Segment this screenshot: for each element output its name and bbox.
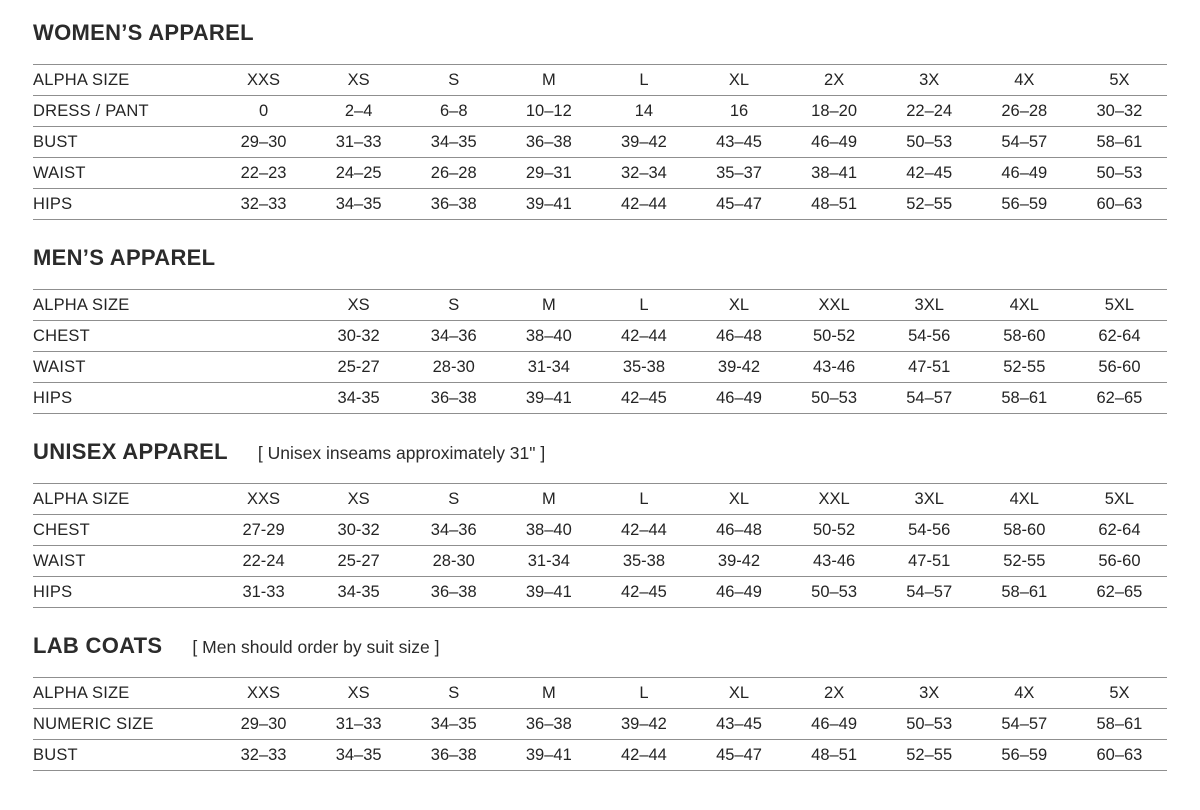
size-cell: 52–55	[906, 194, 953, 213]
size-cell: 54–57	[1001, 132, 1048, 151]
row-label: ALPHA SIZE	[33, 295, 130, 314]
size-cell: 31–33	[335, 132, 382, 151]
size-cell: 25-27	[337, 551, 380, 570]
size-cell: XXS	[247, 489, 281, 508]
size-cell: 30-32	[337, 326, 380, 345]
row-label: ALPHA SIZE	[33, 683, 130, 702]
size-cell: 0	[258, 101, 269, 120]
size-cell: 38–40	[525, 520, 572, 539]
size-cell: 62–65	[1096, 388, 1143, 407]
size-cell: XS	[347, 489, 370, 508]
size-cell: L	[639, 295, 649, 314]
size-cell: 46–48	[716, 520, 762, 539]
size-cell	[216, 383, 311, 414]
size-cell: 56-60	[1098, 551, 1141, 570]
unisex-apparel-title: UNISEX APPAREL	[33, 439, 228, 464]
table-row	[33, 321, 1167, 352]
size-cell: 22–24	[906, 101, 953, 120]
unisex-apparel-table	[33, 483, 1167, 608]
size-cell: 38–40	[525, 326, 572, 345]
size-cell: 62-64	[1098, 326, 1141, 345]
size-cell: M	[541, 683, 556, 702]
table-row	[33, 352, 1167, 383]
row-label: BUST	[33, 132, 78, 151]
size-cell: 58–61	[1096, 132, 1143, 151]
size-cell: 58-60	[1003, 520, 1046, 539]
size-cell: 36–38	[430, 194, 477, 213]
unisex-apparel-header	[33, 439, 1167, 466]
size-cell: 34-35	[337, 582, 380, 601]
size-cell: 50-52	[813, 520, 856, 539]
size-cell: XS	[347, 70, 370, 89]
size-cell: 5XL	[1104, 295, 1135, 314]
size-cell: 43–45	[716, 132, 762, 151]
table-row	[33, 290, 1167, 321]
size-cell: 29–30	[240, 714, 287, 733]
size-cell: 35–37	[716, 163, 762, 182]
size-cell: 10–12	[525, 101, 572, 120]
womens-apparel-table	[33, 64, 1167, 220]
size-cell: 42–45	[620, 582, 667, 601]
size-cell: 34–35	[430, 714, 477, 733]
row-label: CHEST	[33, 520, 90, 539]
row-label: WAIST	[33, 551, 86, 570]
size-cell	[216, 352, 311, 383]
size-cell: 50–53	[811, 582, 858, 601]
size-cell: 34–36	[430, 520, 477, 539]
size-cell: 14	[634, 101, 654, 120]
size-cell: XXL	[818, 489, 850, 508]
size-cell: XL	[728, 489, 750, 508]
size-cell: 42–44	[620, 326, 667, 345]
size-cell: 50–53	[906, 132, 953, 151]
size-cell: 47-51	[908, 551, 951, 570]
size-cell: 46–48	[716, 326, 762, 345]
size-cell: 56–59	[1001, 194, 1048, 213]
size-cell: 18–20	[811, 101, 858, 120]
womens-apparel-header	[33, 20, 1167, 47]
size-cell: 4X	[1014, 70, 1035, 89]
table-row	[33, 65, 1167, 96]
size-cell	[216, 290, 311, 321]
lab-coats-title: LAB COATS	[33, 633, 163, 658]
lab-coats-note: [ Men should order by suit size ]	[192, 637, 440, 657]
table-row	[33, 678, 1167, 709]
size-cell: 34–35	[335, 745, 382, 764]
womens-apparel-title: WOMEN’S APPAREL	[33, 20, 254, 45]
row-label: WAIST	[33, 163, 86, 182]
size-cell: 35-38	[622, 551, 666, 570]
size-cell: 42–44	[620, 520, 667, 539]
size-cell: 56-60	[1098, 357, 1141, 376]
size-cell: XXL	[818, 295, 850, 314]
size-cell: 39–41	[525, 388, 572, 407]
size-cell: 42–45	[906, 163, 953, 182]
size-cell: 58–61	[1001, 582, 1048, 601]
size-cell: 29–30	[240, 132, 287, 151]
size-cell: 3XL	[914, 489, 944, 508]
section-mens-apparel	[33, 245, 1167, 414]
size-cell: 50–53	[906, 714, 953, 733]
size-cell: 2–4	[344, 101, 373, 120]
row-label: HIPS	[33, 194, 73, 213]
size-chart	[33, 20, 1167, 771]
lab-coats-table	[33, 677, 1167, 771]
size-cell: 6–8	[439, 101, 468, 120]
size-cell: 56–59	[1001, 745, 1048, 764]
size-cell: 39–41	[525, 745, 572, 764]
size-cell: 4X	[1014, 683, 1035, 702]
size-cell: XL	[728, 70, 750, 89]
size-cell: 34–35	[430, 132, 477, 151]
size-cell: 31-34	[527, 357, 570, 376]
size-cell: L	[639, 683, 649, 702]
size-cell: 62-64	[1098, 520, 1141, 539]
size-cell: 52-55	[1003, 551, 1046, 570]
size-cell: 31–33	[335, 714, 382, 733]
size-cell: XS	[347, 295, 370, 314]
section-unisex-apparel	[33, 439, 1167, 608]
table-row	[33, 189, 1167, 220]
size-cell: 42–44	[620, 194, 667, 213]
size-cell: 50-52	[813, 326, 856, 345]
size-cell: 35-38	[622, 357, 666, 376]
size-cell: 52–55	[906, 745, 953, 764]
size-cell: XL	[728, 683, 750, 702]
size-cell: S	[448, 489, 460, 508]
size-cell: 36–38	[430, 745, 477, 764]
size-cell: S	[448, 295, 460, 314]
table-row	[33, 740, 1167, 771]
size-cell: 16	[729, 101, 749, 120]
size-cell: 58–61	[1096, 714, 1143, 733]
size-cell: 27-29	[242, 520, 285, 539]
size-cell: 50–53	[811, 388, 858, 407]
size-cell: 39–42	[620, 714, 667, 733]
size-cell: 5X	[1109, 683, 1130, 702]
size-cell: 34–35	[335, 194, 382, 213]
size-cell: 4XL	[1009, 295, 1039, 314]
size-cell: 3X	[919, 70, 940, 89]
row-label: HIPS	[33, 582, 73, 601]
unisex-apparel-note: [ Unisex inseams approximately 31" ]	[257, 443, 546, 463]
size-cell: 54-56	[908, 520, 951, 539]
mens-apparel-title: MEN’S APPAREL	[33, 245, 216, 270]
size-cell: 50–53	[1096, 163, 1143, 182]
size-cell: 48–51	[811, 745, 858, 764]
size-cell: 3X	[919, 683, 940, 702]
size-cell: 46–49	[716, 388, 762, 407]
size-cell: 36–38	[430, 582, 477, 601]
mens-apparel-header	[33, 245, 1167, 272]
size-cell: 34–36	[430, 326, 477, 345]
size-cell: 60–63	[1096, 194, 1143, 213]
table-row	[33, 709, 1167, 740]
size-cell: 29–31	[525, 163, 572, 182]
size-cell: 62–65	[1096, 582, 1143, 601]
size-cell: 24–25	[335, 163, 382, 182]
size-cell: 48–51	[811, 194, 858, 213]
row-label: CHEST	[33, 326, 90, 345]
size-cell: 22–23	[240, 163, 287, 182]
size-cell: 36–38	[525, 714, 572, 733]
size-cell: 43-46	[813, 357, 856, 376]
table-row	[33, 484, 1167, 515]
size-cell: XL	[728, 295, 750, 314]
size-cell: 22-24	[242, 551, 285, 570]
size-cell: 58–61	[1001, 388, 1048, 407]
size-cell: 39–42	[620, 132, 667, 151]
row-label: WAIST	[33, 357, 86, 376]
size-cell: 47-51	[908, 357, 951, 376]
size-cell: 28-30	[432, 357, 475, 376]
size-cell: L	[639, 489, 649, 508]
size-cell: XXS	[247, 683, 281, 702]
size-cell: 2X	[824, 683, 845, 702]
size-cell: 32–34	[620, 163, 667, 182]
size-cell: 45–47	[716, 745, 762, 764]
row-label: ALPHA SIZE	[33, 489, 130, 508]
size-cell: 45–47	[716, 194, 762, 213]
table-row	[33, 577, 1167, 608]
size-cell: 31-34	[527, 551, 570, 570]
size-cell: 32–33	[240, 194, 287, 213]
size-cell: 3XL	[914, 295, 944, 314]
size-cell: 5X	[1109, 70, 1130, 89]
size-cell: 60–63	[1096, 745, 1143, 764]
lab-coats-header	[33, 633, 1167, 660]
row-label: BUST	[33, 745, 78, 764]
size-cell: 58-60	[1003, 326, 1046, 345]
table-row	[33, 158, 1167, 189]
size-cell: 46–49	[1001, 163, 1048, 182]
size-cell: M	[541, 489, 556, 508]
size-cell: 36–38	[430, 388, 477, 407]
size-cell: 32–33	[240, 745, 287, 764]
size-cell: 39–41	[525, 582, 572, 601]
size-cell: M	[541, 70, 556, 89]
table-row	[33, 383, 1167, 414]
table-row	[33, 546, 1167, 577]
row-label: HIPS	[33, 388, 73, 407]
size-cell: 28-30	[432, 551, 475, 570]
size-cell: L	[639, 70, 649, 89]
table-row	[33, 96, 1167, 127]
section-womens-apparel	[33, 20, 1167, 220]
size-cell: 5XL	[1104, 489, 1135, 508]
size-cell: 26–28	[1001, 101, 1048, 120]
size-cell: 25-27	[337, 357, 380, 376]
size-cell: 2X	[824, 70, 845, 89]
size-cell: 46–49	[811, 714, 858, 733]
row-label: ALPHA SIZE	[33, 70, 130, 89]
size-cell: 42–45	[620, 388, 667, 407]
table-row	[33, 127, 1167, 158]
size-cell: 52-55	[1003, 357, 1046, 376]
size-cell: 38–41	[811, 163, 858, 182]
size-cell: 4XL	[1009, 489, 1039, 508]
size-cell: 26–28	[430, 163, 477, 182]
size-cell	[216, 321, 311, 352]
size-cell: 31-33	[242, 582, 285, 601]
mens-apparel-table	[33, 289, 1167, 414]
size-cell: 39–41	[525, 194, 572, 213]
size-cell: 54–57	[906, 582, 953, 601]
row-label: NUMERIC SIZE	[33, 714, 154, 733]
size-cell: 54–57	[1001, 714, 1048, 733]
size-cell: 30-32	[337, 520, 380, 539]
size-cell: S	[448, 683, 460, 702]
table-row	[33, 515, 1167, 546]
size-cell: 46–49	[716, 582, 762, 601]
size-cell: 43-46	[813, 551, 856, 570]
size-cell: 54-56	[908, 326, 951, 345]
size-cell: XXS	[247, 70, 281, 89]
size-cell: S	[448, 70, 460, 89]
size-cell: 54–57	[906, 388, 953, 407]
size-cell: 36–38	[525, 132, 572, 151]
section-lab-coats	[33, 633, 1167, 771]
size-cell: 39-42	[717, 357, 761, 376]
row-label: DRESS / PANT	[33, 101, 149, 120]
size-cell: M	[541, 295, 556, 314]
size-cell: XS	[347, 683, 370, 702]
size-cell: 34-35	[337, 388, 380, 407]
size-cell: 46–49	[811, 132, 858, 151]
size-cell: 39-42	[717, 551, 761, 570]
size-cell: 42–44	[620, 745, 667, 764]
size-cell: 30–32	[1096, 101, 1143, 120]
size-cell: 43–45	[716, 714, 762, 733]
